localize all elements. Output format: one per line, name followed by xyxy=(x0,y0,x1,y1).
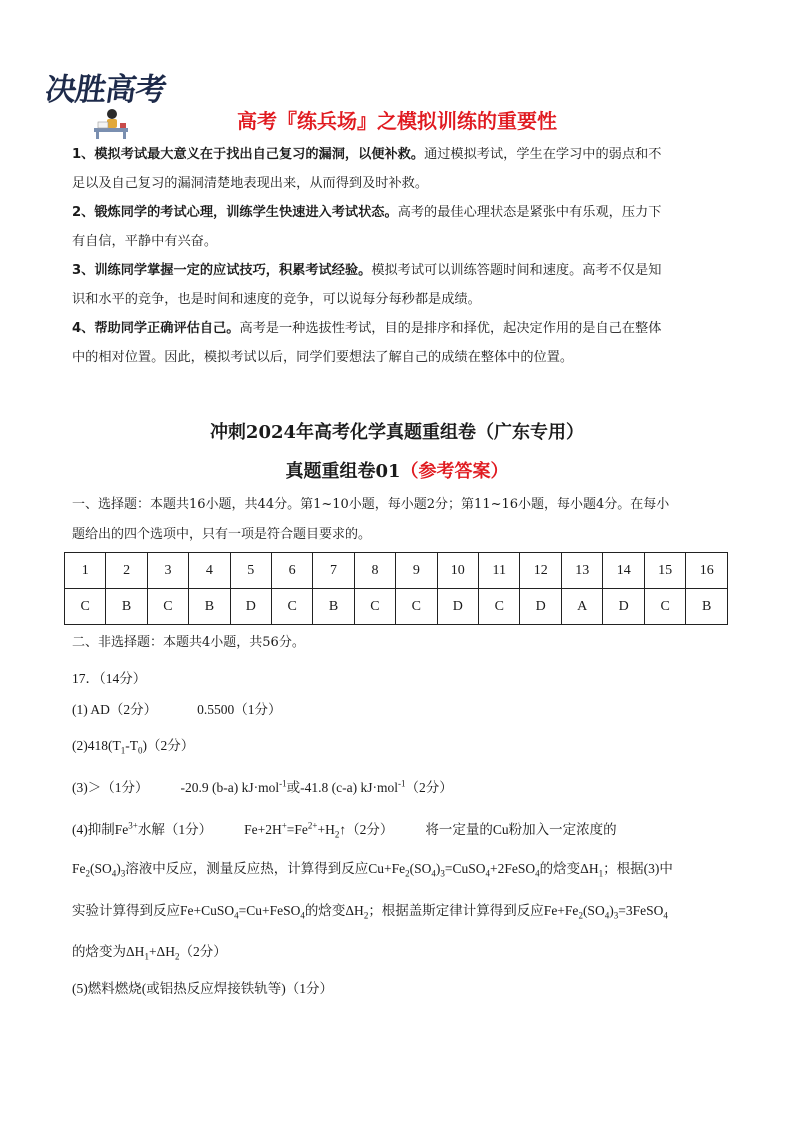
q17-part4-line4: 的焓变为$\Delta H_1+\Delta H_2(2$分） xyxy=(72,944,227,962)
table-cell: D xyxy=(437,589,478,625)
table-cell: 11 xyxy=(479,553,520,589)
table-cell: D xyxy=(520,589,561,625)
q17-part4: (4)抑制$Fe^{3+}$水解（1分） $Fe+2H^+=Fe^{2+}+H_2↑(2$分） 将一定量的Cu粉加入一定浓度的 xyxy=(72,820,617,840)
intro-section xyxy=(72,140,724,372)
q17-part5: (5)燃料燃烧(或铝热反应焊接铁轨等)（1分） xyxy=(72,981,333,996)
section-2-instructions: 二、非选择题：本题共4小题，共56分。 xyxy=(72,635,305,650)
intro-item-1-cont: 足以及自己复习的漏洞清楚地表现出来，从而得到及时补救。 xyxy=(72,176,429,191)
table-cell: D xyxy=(603,589,644,625)
q17-part1: (1) AD（2分） 0.5500（1分） xyxy=(72,702,282,717)
intro-item-2: 2、锻炼同学的考试心理，训练学生快速进入考试状态。高考的最佳心理状态是紧张中有乐观，压力下 xyxy=(72,205,662,220)
table-cell: 13 xyxy=(561,553,602,589)
q17-header: 17．（14分） xyxy=(72,671,147,686)
table-cell: B xyxy=(686,589,728,625)
table-cell: 7 xyxy=(313,553,354,589)
table-cell: 2 xyxy=(106,553,147,589)
exam-title: 冲刺2024年高考化学真题重组卷（广东专用） xyxy=(209,422,585,443)
table-cell: C xyxy=(644,589,685,625)
table-cell: D xyxy=(230,589,271,625)
q17-part2: $(2)418(T_1-T_0)(2$分） xyxy=(72,738,195,756)
answer-table xyxy=(64,552,728,625)
table-cell: 10 xyxy=(437,553,478,589)
intro-item-3-cont: 识和水平的竞争，也是时间和速度的竞争，可以说每分每秒都是成绩。 xyxy=(72,292,481,307)
table-cell: 6 xyxy=(271,553,312,589)
table-cell: 12 xyxy=(520,553,561,589)
table-cell: 15 xyxy=(644,553,685,589)
table-cell: C xyxy=(147,589,188,625)
table-cell: B xyxy=(189,589,230,625)
intro-item-4: 4、帮助同学正确评估自己。高考是一种选拔性考试，目的是排序和择优，起决定作用的是自己在整体 xyxy=(72,321,662,336)
table-cell: 14 xyxy=(603,553,644,589)
table-cell: 1 xyxy=(65,553,106,589)
table-cell: 8 xyxy=(354,553,395,589)
table-cell: B xyxy=(106,589,147,625)
table-cell: 9 xyxy=(396,553,437,589)
table-cell: C xyxy=(479,589,520,625)
intro-item-4-cont: 中的相对位置。因此，模拟考试以后，同学们要想法了解自己的成绩在整体中的位置。 xyxy=(72,350,574,365)
intro-item-3: 3、训练同学掌握一定的应试技巧，积累考试经验。模拟考试可以训练答题时间和速度。高考不仅是知 xyxy=(72,263,662,278)
table-cell: C xyxy=(65,589,106,625)
table-cell: 5 xyxy=(230,553,271,589)
q17-part4-line3: 实验计算得到反应Fe+CuSO$_4$=Cu+FeSO$_4$的焓变$\Delta H_2$；根据盖斯定律计算得到反应$Fe+Fe_2(SO_4)_3=3FeSO_4$ xyxy=(72,903,668,921)
q17-part3: (3)＞（1分） -20.9 (b-a) kJ·mol$^{-1}$或-41.8 (c-a) kJ·mol$^{-1}$（2分） xyxy=(72,778,453,795)
table-row-numbers xyxy=(65,553,728,589)
table-cell: B xyxy=(313,589,354,625)
logo-text: 决胜高考 xyxy=(42,72,169,108)
exam-subtitle: 真题重组卷01（参考答案） xyxy=(285,461,509,482)
table-cell: C xyxy=(396,589,437,625)
intro-item-2-cont: 有自信，平静中有兴奋。 xyxy=(72,234,218,249)
table-cell: 3 xyxy=(147,553,188,589)
banner-title: 高考『练兵场』之模拟训练的重要性 xyxy=(237,109,557,133)
section-1-instructions: 一、选择题：本题共16小题，共44分。第1~10小题，每小题2分；第11~16小题，每小题4分。在每小 题给出的四个选项中，只有一项是符合题目要求的。 xyxy=(72,497,670,542)
q17-part4-line2: $Fe_2(SO_4)_3$溶液中反应，测量反应热，计算得到反应$Cu+Fe_2(SO_4)_3=CuSO_4+2FeSO_4$的焓变$\Delta H_1$；根据(3)中 xyxy=(72,861,673,879)
table-cell: C xyxy=(271,589,312,625)
table-row-answers xyxy=(65,589,728,625)
table-cell: 16 xyxy=(686,553,728,589)
table-cell: 4 xyxy=(189,553,230,589)
table-cell: C xyxy=(354,589,395,625)
intro-item-1: 1、模拟考试最大意义在于找出自己复习的漏洞，以便补救。通过模拟考试，学生在学习中的弱点和不 xyxy=(72,147,662,162)
table-cell: A xyxy=(561,589,602,625)
